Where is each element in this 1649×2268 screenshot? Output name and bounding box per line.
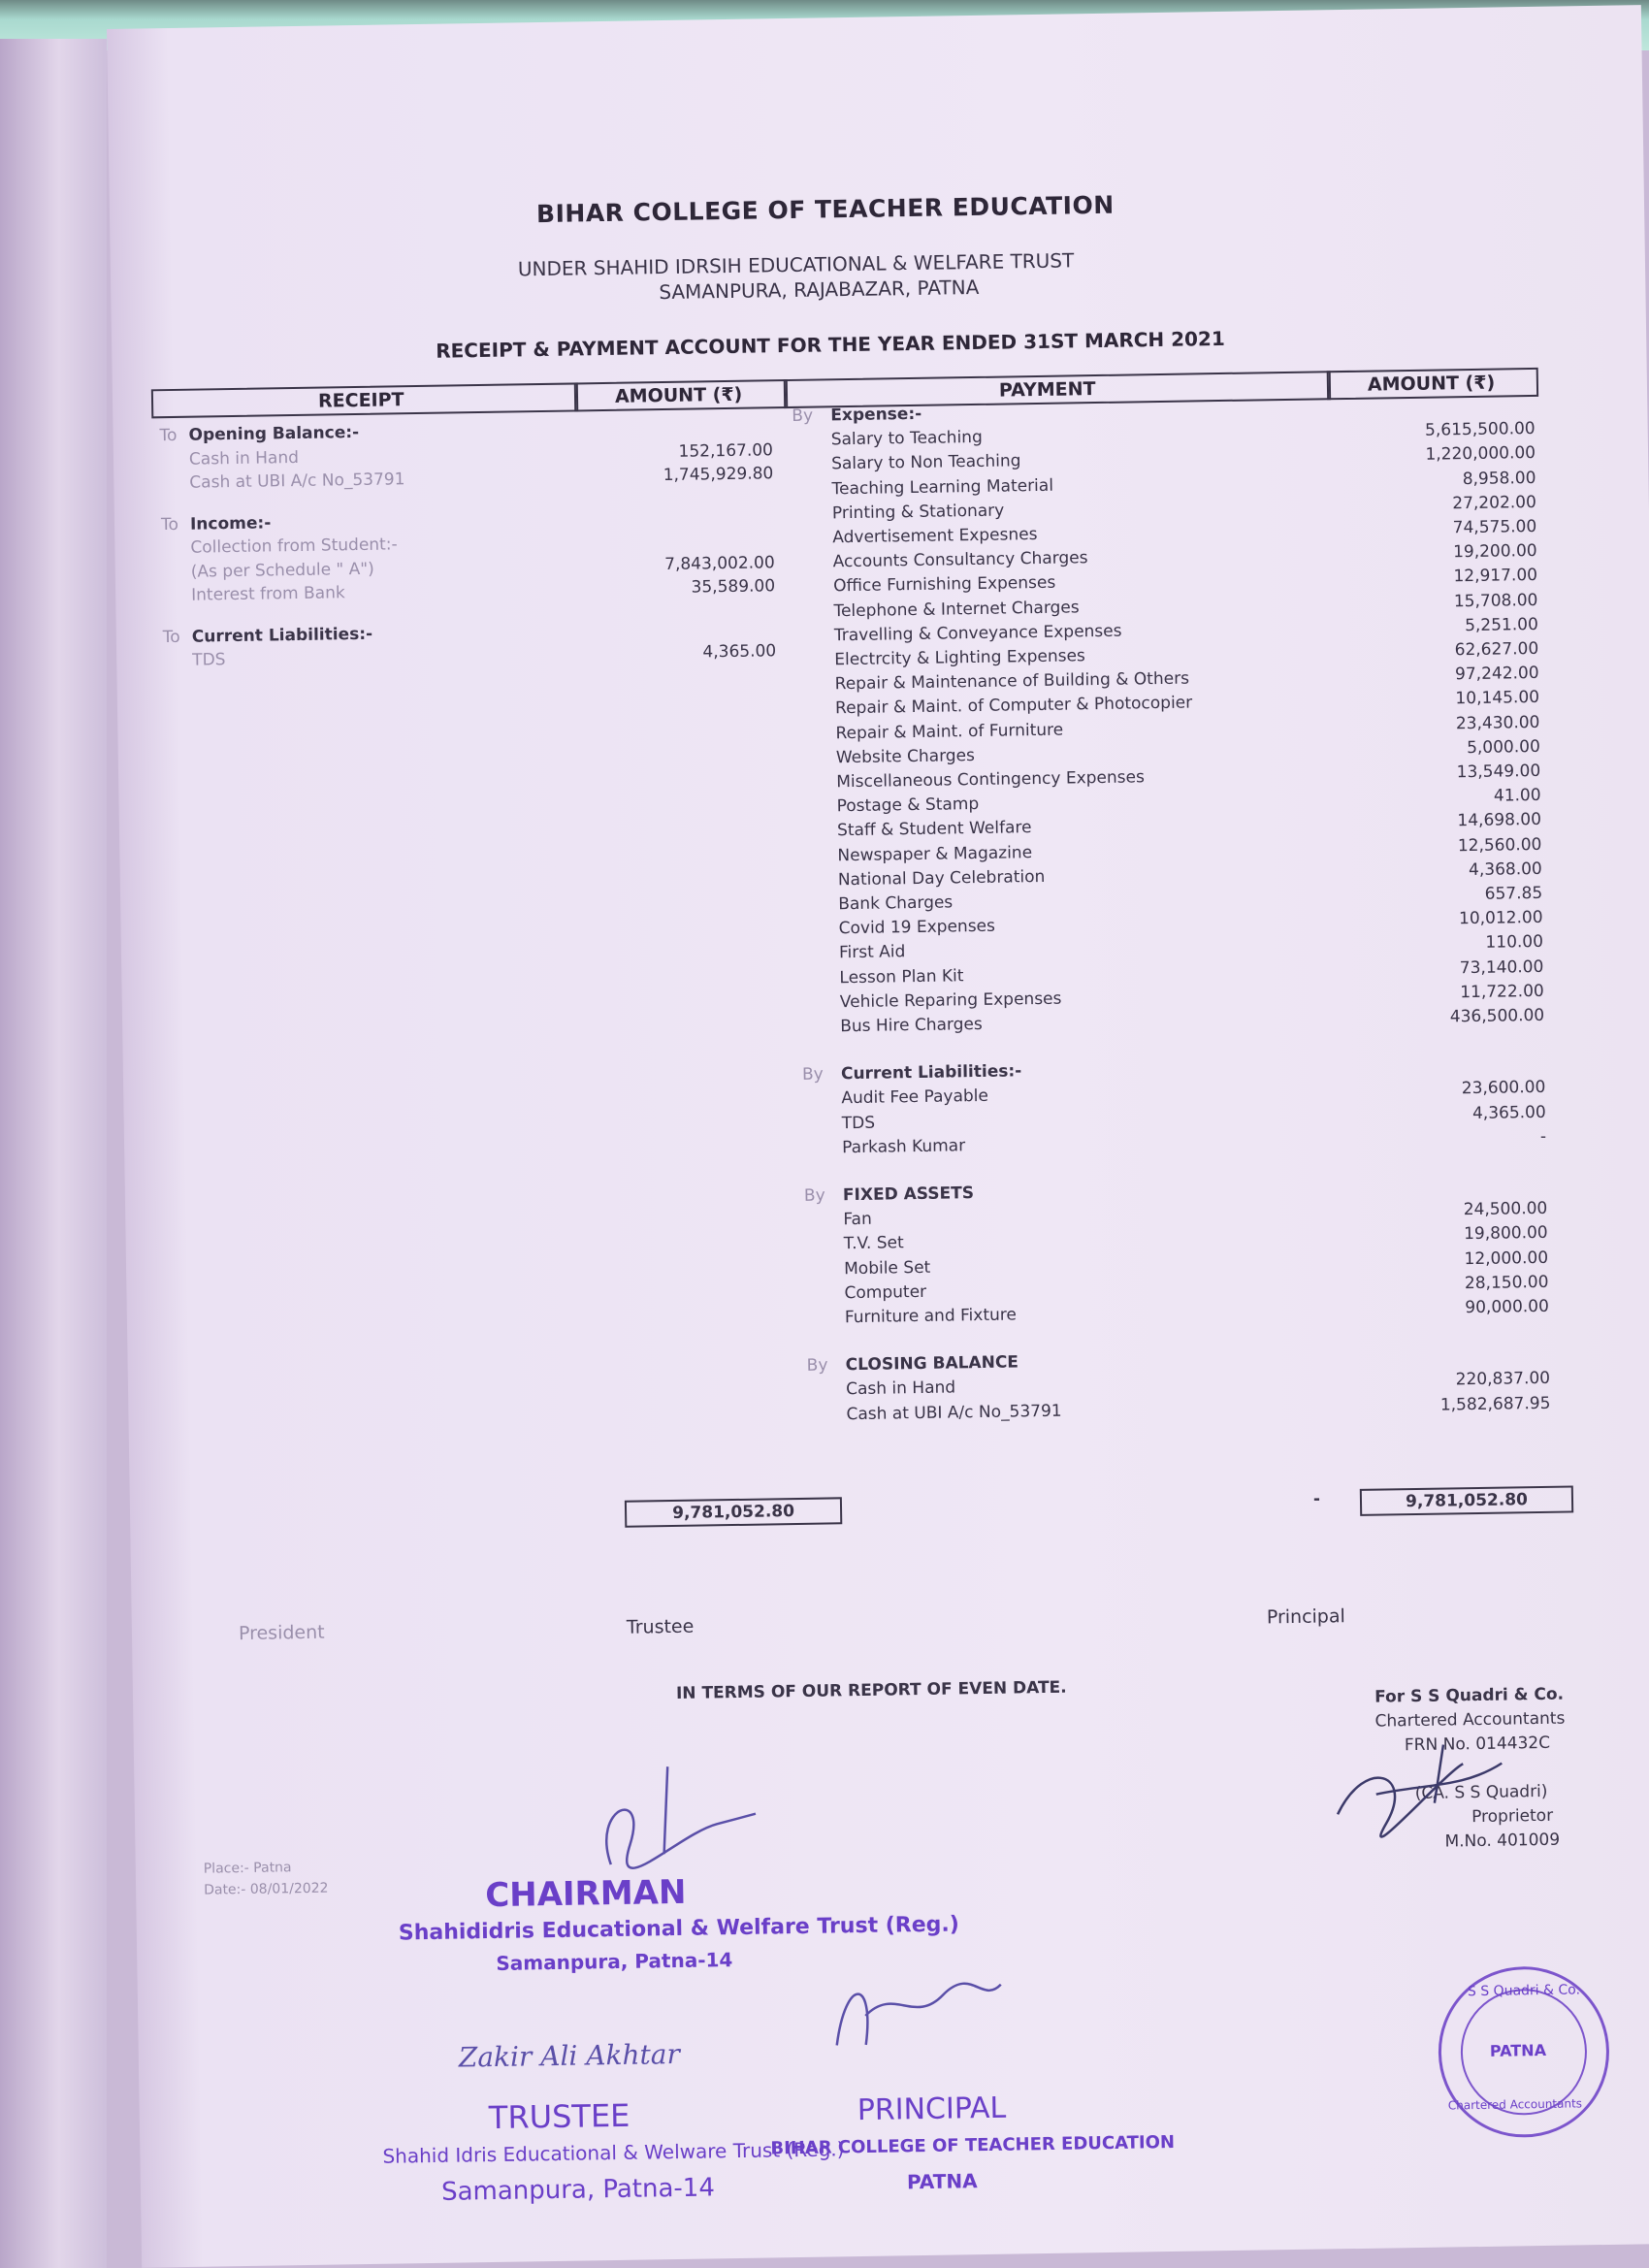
address-subtitle: SAMANPURA, RAJABAZAR, PATNA (659, 275, 980, 305)
line-item-label: Teaching Learning Material (831, 475, 1054, 499)
trust-subtitle: UNDER SHAHID IDRSIH EDUCATIONAL & WELFARE TRUST (517, 248, 1075, 281)
statement-title: RECEIPT & PAYMENT ACCOUNT FOR THE YEAR ENDED 31ST MARCH 2021 (436, 326, 1225, 363)
line-item-label: Bank Charges (838, 892, 954, 915)
line-item-label: Interest from Bank (191, 583, 345, 605)
amount-left-header: AMOUNT (₹) (614, 383, 743, 407)
line-item-label: Newspaper & Magazine (837, 842, 1033, 865)
payment-header: PAYMENT (998, 378, 1096, 402)
seal-bottom-text: Chartered Accountants (1447, 2096, 1583, 2113)
line-item-amount: 97,242.00 (1454, 664, 1539, 685)
line-item-amount: 10,145.00 (1455, 688, 1540, 709)
line-item-amount: 436,500.00 (1449, 1005, 1545, 1027)
line-item-amount: 24,500.00 (1463, 1199, 1548, 1220)
auditor-membership: M.No. 401009 (1444, 1830, 1561, 1852)
line-item-label: Audit Fee Payable (841, 1086, 989, 1109)
chairman-stamp-title: CHAIRMAN (484, 1872, 687, 1916)
line-item-label: Collection from Student:- (190, 535, 398, 558)
principal-label: Principal (1266, 1605, 1345, 1629)
line-item-amount: 19,800.00 (1464, 1223, 1548, 1245)
line-item-label: Computer (844, 1281, 927, 1304)
line-item-label: National Day Celebration (837, 866, 1046, 891)
line-item-amount: 23,600.00 (1461, 1078, 1546, 1099)
chairman-stamp-address: Samanpura, Patna-14 (496, 1948, 733, 1975)
line-item-amount: 27,202.00 (1452, 492, 1536, 514)
line-item-label: First Aid (838, 942, 906, 963)
line-item-label: Travelling & Conveyance Expenses (833, 621, 1122, 646)
line-item-label: Salary to Teaching (830, 428, 983, 450)
line-item-label: Cash at UBI A/c No_53791 (189, 470, 405, 493)
line-item-label: Fan (843, 1209, 872, 1230)
auditor-name: (CA. S S Quadri) (1414, 1781, 1548, 1804)
place-label: Place:- Patna (203, 1860, 292, 1877)
principal-stamp-org: BIHAR COLLEGE OF TEACHER EDUCATION (770, 2131, 1176, 2159)
section-heading: Opening Balance:- (188, 422, 360, 445)
line-item-amount: 13,549.00 (1456, 761, 1541, 783)
line-item-amount: 1,582,687.95 (1439, 1393, 1551, 1415)
principal-signature (816, 1956, 1012, 2065)
line-item-label: Lesson Plan Kit (839, 965, 964, 988)
line-item-amount: 15,708.00 (1453, 590, 1538, 611)
line-item-label: Furniture and Fixture (844, 1305, 1018, 1328)
line-item-amount: 5,000.00 (1466, 736, 1540, 758)
line-item-label: Cash in Hand (188, 447, 300, 470)
row-prefix: To (160, 514, 179, 535)
line-item-amount: 41.00 (1493, 786, 1541, 806)
section-heading: Current Liabilities:- (191, 624, 373, 647)
line-item-amount: 110.00 (1485, 932, 1544, 954)
line-item-amount: 11,722.00 (1460, 981, 1544, 1003)
line-item-label: Website Charges (835, 745, 976, 768)
line-item-amount: - (1539, 1126, 1547, 1147)
president-label: President (238, 1621, 325, 1645)
line-item-label: T.V. Set (843, 1233, 904, 1254)
chairman-stamp-org: Shahididris Educational & Welfare Trust (Reg.) (398, 1912, 960, 1946)
line-item-amount: 152,167.00 (678, 439, 774, 462)
principal-stamp-title: PRINCIPAL (857, 2090, 1007, 2128)
line-item-label: (As per Schedule " A") (190, 559, 374, 582)
line-item-label: TDS (841, 1113, 876, 1133)
line-item-amount: 1,220,000.00 (1425, 443, 1536, 466)
line-item-amount: 12,917.00 (1453, 566, 1538, 587)
section-heading: Expense:- (830, 404, 922, 426)
auditor-role: Proprietor (1471, 1805, 1554, 1828)
auditor-signature (1327, 1733, 1513, 1853)
line-item-label: Printing & Stationary (831, 501, 1005, 524)
total-dash: - (1312, 1489, 1321, 1509)
line-item-amount: 7,843,002.00 (664, 552, 775, 574)
line-item-label: TDS (192, 650, 226, 670)
line-item-amount: 35,589.00 (691, 576, 776, 598)
trustee-stamp-org: Shahid Idris Educational & Welware Trust (Reg.) (382, 2137, 845, 2168)
trustee-handwritten-name: Zakir Ali Akhtar (458, 2037, 681, 2074)
report-note: IN TERMS OF OUR REPORT OF EVEN DATE. (675, 1677, 1067, 1703)
line-item-label: Advertisement Expesnes (832, 524, 1038, 548)
line-item-amount: 220,837.00 (1455, 1369, 1551, 1390)
line-item-label: Repair & Maintenance of Building & Others (834, 668, 1190, 695)
line-item-label: Salary to Non Teaching (830, 451, 1021, 474)
line-item-amount: 4,365.00 (1471, 1102, 1546, 1123)
date-label: Date:- 08/01/2022 (204, 1880, 329, 1898)
trustee-label: Trustee (626, 1615, 695, 1638)
line-item-label: Electrcity & Lighting Expenses (834, 646, 1085, 670)
chairman-signature (570, 1746, 766, 1885)
trustee-stamp-address: Samanpura, Patna-14 (440, 2173, 716, 2207)
left-page-edge (0, 39, 107, 2268)
row-prefix: To (162, 627, 180, 647)
line-item-amount: 19,200.00 (1452, 541, 1537, 563)
amount-right-header-box (1327, 368, 1538, 400)
line-item-amount: 8,958.00 (1462, 468, 1536, 489)
line-item-label: Repair & Maint. of Computer & Photocopier (834, 693, 1193, 719)
line-item-amount: 10,012.00 (1458, 908, 1543, 929)
line-item-label: Miscellaneous Contingency Expenses (836, 767, 1146, 793)
row-prefix: By (806, 1355, 828, 1377)
line-item-amount: 5,615,500.00 (1424, 419, 1536, 440)
total-payments: 9,781,052.80 (1360, 1485, 1573, 1515)
line-item-amount: 28,150.00 (1464, 1272, 1549, 1293)
document-sheet (107, 5, 1649, 2268)
receipt-header-box (151, 382, 578, 418)
row-prefix: To (159, 425, 178, 446)
line-item-amount: 14,698.00 (1457, 810, 1542, 831)
line-item-label: Office Furnishing Expenses (832, 573, 1056, 597)
line-item-amount: 90,000.00 (1465, 1296, 1550, 1318)
section-heading: CLOSING BALANCE (845, 1352, 1019, 1376)
amount-left-header-box (574, 379, 788, 411)
line-item-amount: 5,251.00 (1464, 614, 1538, 635)
seal-center-text: PATNA (1489, 2040, 1547, 2060)
line-item-label: Covid 19 Expenses (838, 916, 996, 939)
line-item-amount: 1,745,929.80 (663, 464, 774, 486)
row-prefix: By (803, 1185, 825, 1206)
line-item-label: Bus Hire Charges (840, 1014, 983, 1037)
section-heading: Income:- (189, 512, 272, 535)
row-prefix: By (801, 1064, 824, 1085)
line-item-amount: 74,575.00 (1452, 516, 1537, 538)
total-receipts: 9,781,052.80 (625, 1497, 842, 1528)
line-item-amount: 657.85 (1484, 883, 1543, 904)
principal-stamp-city: PATNA (906, 2169, 978, 2194)
section-heading: Current Liabilities:- (840, 1061, 1022, 1085)
line-item-label: Repair & Maint. of Furniture (835, 720, 1064, 743)
line-item-label: Vehicle Reparing Expenses (839, 988, 1062, 1013)
amount-right-header: AMOUNT (₹) (1367, 372, 1496, 396)
line-item-label: Parkash Kumar (842, 1136, 966, 1158)
line-item-amount: 12,000.00 (1464, 1247, 1549, 1269)
auditor-firm: For S S Quadri & Co. (1374, 1684, 1565, 1707)
auditor-designation: Chartered Accountants (1374, 1708, 1566, 1732)
line-item-label: Telephone & Internet Charges (833, 597, 1080, 621)
line-item-amount: 23,430.00 (1455, 712, 1540, 733)
line-item-label: Cash in Hand (845, 1377, 956, 1400)
line-item-amount: 62,627.00 (1454, 638, 1539, 661)
line-item-label: Mobile Set (844, 1257, 931, 1279)
section-heading: FIXED ASSETS (842, 1183, 975, 1206)
line-item-label: Staff & Student Welfare (836, 818, 1032, 841)
line-item-label: Postage & Stamp (836, 794, 980, 817)
line-item-amount: 73,140.00 (1459, 956, 1544, 978)
auditor-seal (1438, 1965, 1611, 2139)
line-item-label: Cash at UBI A/c No_53791 (846, 1401, 1062, 1424)
trustee-stamp-title: TRUSTEE (488, 2096, 630, 2137)
line-item-amount: 4,365.00 (702, 641, 777, 663)
auditor-frn: FRN No. 014432C (1404, 1733, 1551, 1756)
row-prefix: By (792, 405, 814, 426)
receipt-header: RECEIPT (317, 389, 404, 412)
line-item-amount: 4,368.00 (1468, 859, 1542, 880)
line-item-amount: 12,560.00 (1457, 834, 1542, 856)
seal-top-text: S S Quadri & Co. (1467, 1982, 1581, 2000)
line-item-label: Accounts Consultancy Charges (832, 548, 1088, 572)
payment-header-box (784, 371, 1331, 408)
college-title: BIHAR COLLEGE OF TEACHER EDUCATION (535, 190, 1115, 229)
